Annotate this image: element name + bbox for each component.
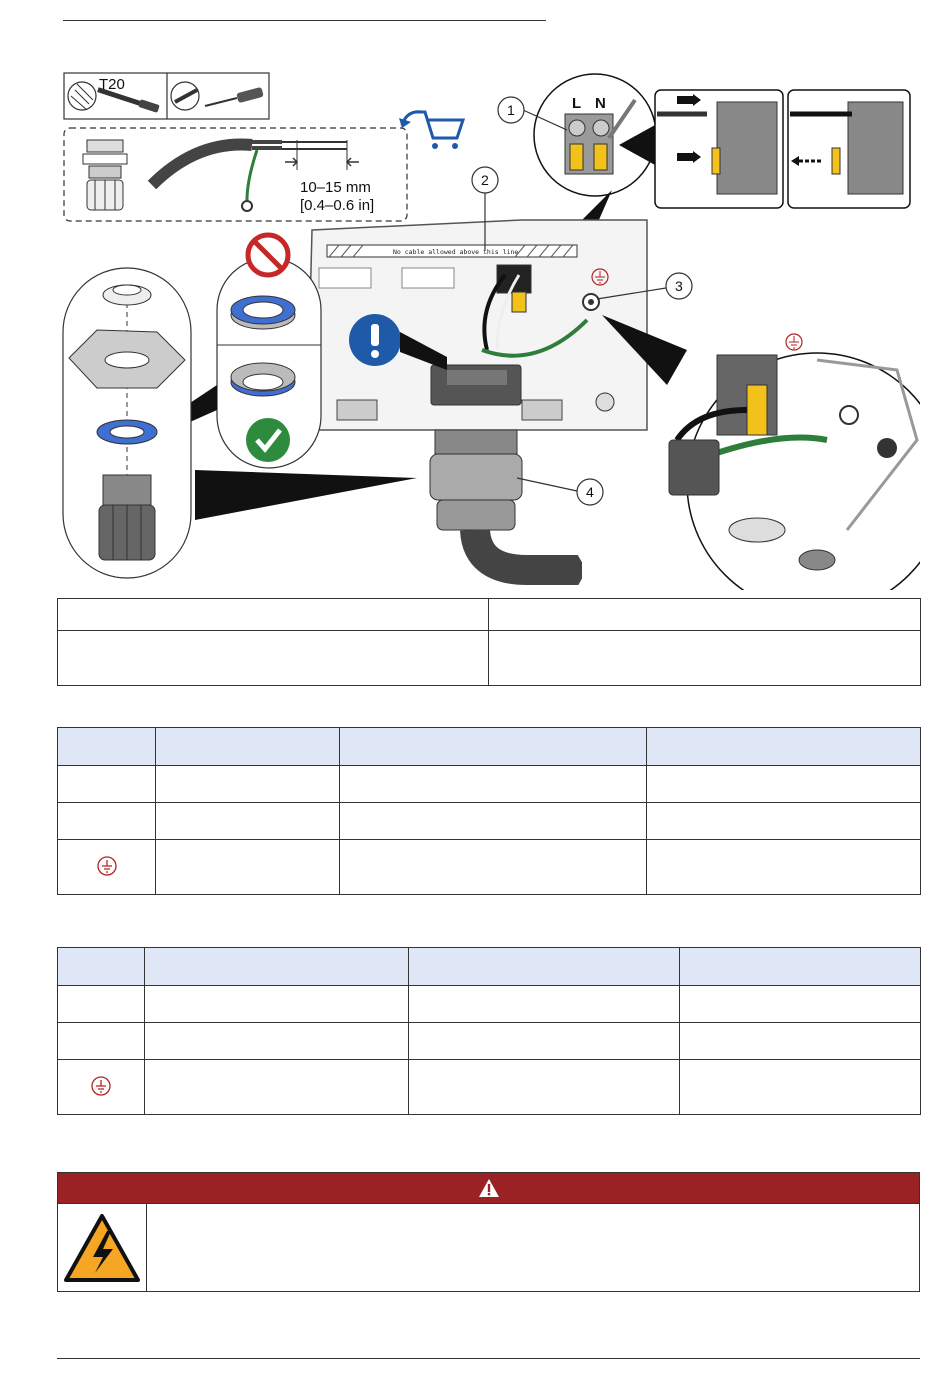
gland-pointer	[195, 470, 417, 520]
torx-label: T20	[99, 76, 125, 93]
table-cell	[58, 599, 489, 631]
footer-rule	[57, 1358, 920, 1359]
wiring-illustration	[57, 70, 920, 590]
table-cell	[489, 631, 921, 686]
table-row	[58, 986, 921, 1023]
table-cell	[647, 803, 921, 840]
tools-panel	[64, 73, 269, 119]
table-header-cell	[340, 728, 647, 766]
warning-triangle-icon	[478, 1178, 500, 1198]
board-notice: No cable allowed above this line	[393, 248, 519, 256]
table-header-cell	[156, 728, 340, 766]
table-cell	[58, 986, 145, 1023]
shopping-cart-icon	[399, 112, 463, 149]
table-cell	[145, 1060, 409, 1115]
table-cell	[145, 1023, 409, 1060]
callout-4-label: 4	[586, 484, 594, 500]
table-cell	[409, 986, 680, 1023]
table-cell	[58, 840, 156, 895]
callout-4	[517, 478, 603, 505]
table-cell	[58, 766, 156, 803]
terminal-label-neutral: N	[595, 95, 606, 112]
electrical-hazard-icon	[63, 1213, 141, 1283]
table-row	[58, 631, 921, 686]
table-cell	[156, 840, 340, 895]
legend-table	[57, 598, 921, 686]
danger-body	[58, 1204, 919, 1291]
table-cell	[647, 766, 921, 803]
table-header-cell	[647, 728, 921, 766]
terminal-label-line: L	[572, 95, 582, 112]
callout-3-label: 3	[675, 278, 683, 294]
check-icon	[246, 418, 290, 462]
table-row	[58, 803, 921, 840]
table-row	[58, 1023, 921, 1060]
wiring-table-a	[57, 727, 921, 895]
table-row	[58, 1060, 921, 1115]
header-rule	[63, 20, 546, 21]
table-cell	[680, 1060, 921, 1115]
protective-earth-icon	[96, 855, 118, 877]
table-cell	[145, 986, 409, 1023]
table-cell	[409, 1023, 680, 1060]
danger-text	[147, 1204, 919, 1291]
table-header-cell	[58, 728, 156, 766]
danger-icon-cell	[58, 1204, 147, 1291]
table-cell	[489, 599, 921, 631]
table-cell	[409, 1060, 680, 1115]
push-in-detail	[619, 90, 910, 208]
table-header-cell	[680, 948, 921, 986]
table-cell	[680, 986, 921, 1023]
table-header-row	[58, 728, 921, 766]
table-header-cell	[58, 948, 145, 986]
table-row	[58, 766, 921, 803]
earth-detail	[602, 315, 920, 590]
table-cell	[156, 766, 340, 803]
callout-1-label: 1	[507, 102, 515, 118]
table-cell	[58, 631, 489, 686]
table-row	[58, 599, 921, 631]
gasket-correct-icon	[231, 363, 295, 396]
prohibited-icon	[248, 235, 288, 275]
gasket-wrong-icon	[231, 296, 295, 329]
table-header-cell	[409, 948, 680, 986]
cable-gland-icon	[83, 140, 127, 210]
table-cell	[340, 840, 647, 895]
gland-exploded-view	[63, 268, 191, 578]
danger-header	[58, 1173, 919, 1204]
strip-length-metric: 10–15 mm	[300, 179, 371, 196]
strip-length-imperial: [0.4–0.6 in]	[300, 197, 375, 214]
danger-notice	[57, 1172, 920, 1292]
table-cell	[58, 803, 156, 840]
parts-kit-panel	[64, 128, 407, 221]
table-cell	[58, 1023, 145, 1060]
callout-2-label: 2	[481, 172, 489, 188]
table-cell	[647, 840, 921, 895]
table-header-cell	[145, 948, 409, 986]
table-row	[58, 840, 921, 895]
table-cell	[340, 766, 647, 803]
protective-earth-icon	[90, 1075, 112, 1097]
table-cell	[156, 803, 340, 840]
mounted-gland	[430, 430, 589, 588]
table-cell	[58, 1060, 145, 1115]
table-header-row	[58, 948, 921, 986]
table-cell	[340, 803, 647, 840]
wiring-table-b	[57, 947, 921, 1115]
table-cell	[680, 1023, 921, 1060]
